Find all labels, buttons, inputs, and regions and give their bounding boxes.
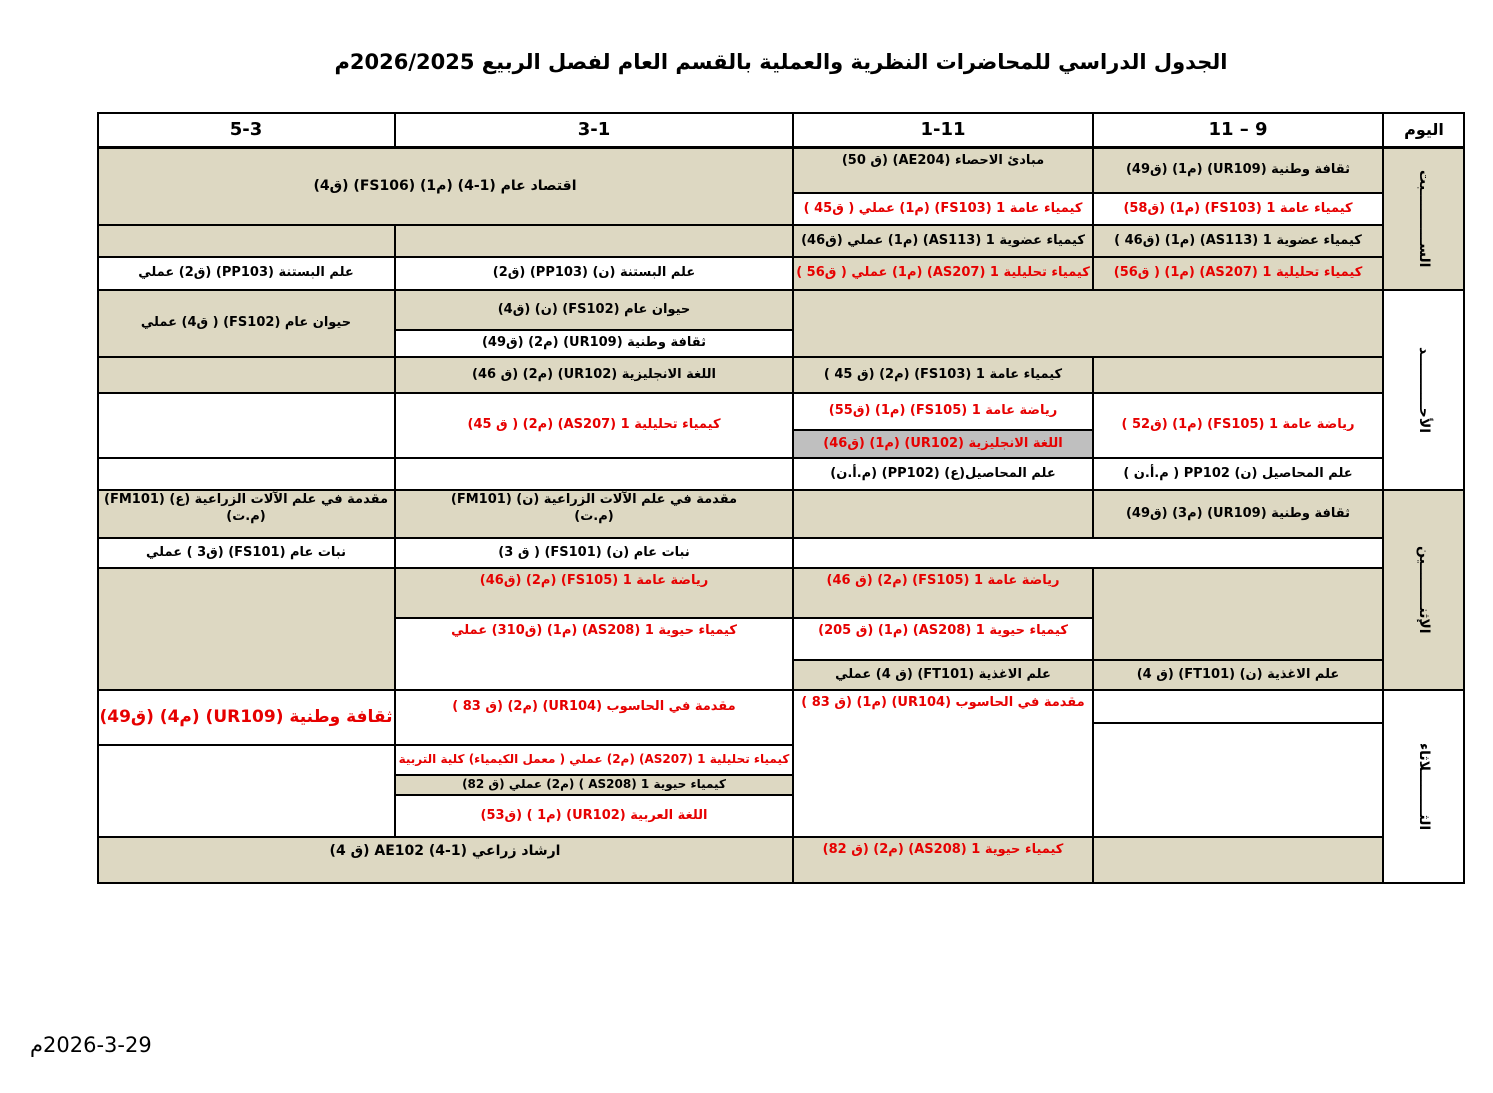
cell-sun-1101-general-chemistry: كيمياء عامة 1 (FS103) (م2) (ق 45 ) [793,357,1093,393]
agri-machinery-practical-line1: مقدمة في علم الآلات الزراعية (ع) (FM101) [104,492,388,507]
cell-sat-0305-horticulture-lab: علم البستنة (PP103) (ق2) عملي [97,257,395,290]
header-day-column: اليوم [1383,112,1465,148]
agri-machinery-line2: (م.ت) [574,508,614,524]
cell-mon-1101-biochemistry: كيمياء حيوية 1 (AS208) (م1) (ق 205) [793,618,1093,660]
cell-tue-0911-empty-2 [1093,723,1383,837]
cell-tue-0103-biochemistry-lab: كيمياء حيوية 1 (AS208 ) (م2) عملي (ق 82) [395,775,793,795]
cell-sun-0305-empty-3 [97,458,395,490]
cell-tue-0103-analytical-chemistry-lab: كيمياء تحليلية 1 (AS207) (م2) عملي ( معمل الكيمياء) كلية التربية [395,745,793,775]
cell-mon-0103-general-botany: نبات عام (ن) (FS101) ( ق 3) [395,538,793,568]
cell-sun-0103-empty [395,458,793,490]
cell-sat-1101-analytical-chemistry-lab: كيمياء تحليلية 1 (AS207) (م1) عملي ( ق56 ) [793,257,1093,290]
cell-sun-0911-empty [1093,357,1383,393]
cell-sat-0103-horticulture: علم البستنة (ن) (PP103) (ق2) [395,257,793,290]
day-label-tuesday-text: الثـــــــــلاثاء [1416,743,1433,831]
day-label-tuesday [1383,690,1465,884]
cell-mon-0103-general-math: رياضة عامة 1 (FS105) (م2) (ق46) [395,568,793,618]
cell-sat-merged-general-economics: اقتصاد عام (1-4) (م1) (FS106) (ق4) [97,148,793,225]
header-slot-9-11: 11 – 9 [1093,112,1383,148]
page-title: الجدول الدراسي للمحاضرات النظرية والعملية بالقسم العام لفصل الربيع 2026/2025م [334,50,1228,74]
cell-sun-1101-crop-science-lab: علم المحاصيل(ع) (PP102) (م.أ.ن) [793,458,1093,490]
cell-sun-0103-national-culture: ثقافة وطنية (UR109) (م2) (ق49) [395,330,793,357]
cell-sat-0911-analytical-chemistry: كيمياء تحليلية 1 (AS207) (م1) ( ق56) [1093,257,1383,290]
cell-mon-0911-empty [1093,568,1383,660]
cell-mon-0305-general-botany-lab: نبات عام (FS101) (ق3 ) عملي [97,538,395,568]
cell-mon-1101-general-math: رياضة عامة 1 (FS105) (م2) (ق 46) [793,568,1093,618]
day-label-monday [1383,490,1465,690]
footer-date [30,1033,152,1057]
cell-tue-0103-arabic-language: اللغة العربية (UR102) (م1 ) (ق53) [395,795,793,837]
header-slot-11-1: 1-11 [793,112,1093,148]
cell-sat-0103-empty [395,225,793,257]
cell-sun-0305-general-zoology-lab: حيوان عام (FS102) ( ق4) عملي [97,290,395,357]
cell-tue-merged-agricultural-extension: ارشاد زراعي (1-4) AE102 (ق 4) [97,837,793,884]
day-label-monday-text: الإثنـــــــــين [1416,546,1433,634]
cell-mon-1101-empty [793,490,1093,538]
cell-tue-0911-empty-3 [1093,837,1383,884]
day-label-sunday-text: الأحـــــــــــد [1416,346,1433,434]
header-slot-3-5: 5-3 [97,112,395,148]
cell-sat-1101-general-chemistry-lab: كيمياء عامة 1 (FS103) (م1) عملي ( ق45 ) [793,193,1093,225]
cell-tue-0103-intro-computing: مقدمة في الحاسوب (UR104) (م2) (ق 83 ) [395,690,793,745]
cell-mon-0911-food-science: علم الاغذية (ن) (FT101) (ق 4) [1093,660,1383,690]
footer-date-era-mark: م [30,1033,44,1057]
cell-mon-0103-agri-machinery [395,490,793,538]
cell-mon-merged-empty [793,538,1383,568]
cell-sun-merged-empty [793,290,1383,357]
header-slot-1-3: 3-1 [395,112,793,148]
cell-mon-1101-food-science-lab: علم الاغذية (FT101) (ق 4) عملي [793,660,1093,690]
cell-sun-1101-english-language: اللغة الانجليزية (UR102) (م1) (ق46) [793,430,1093,458]
cell-sun-0305-empty-1 [97,357,395,393]
agri-machinery-line1: مقدمة في علم الآلات الزراعية (ن) (FM101) [450,492,738,507]
cell-tue-0911-empty-1 [1093,690,1383,723]
cell-sun-0103-english-language: اللغة الانجليزية (UR102) (م2) (ق 46) [395,357,793,393]
cell-tue-0305-national-culture: ثقافة وطنية (UR109) (م4) (ق49) [97,690,395,745]
cell-sat-1101-organic-chemistry-lab: كيمياء عضوية 1 (AS113) (م1) عملي (ق46) [793,225,1093,257]
footer-date-number: 2026-3-29 [43,1033,152,1057]
cell-mon-0911-national-culture: ثقافة وطنية (UR109) (م3) (ق49) [1093,490,1383,538]
cell-sat-0305-empty [97,225,395,257]
cell-sat-0911-national-culture: ثقافة وطنية (UR109) (م1) (ق49) [1093,148,1383,193]
day-label-saturday [1383,148,1465,290]
cell-tue-0305-empty [97,745,395,837]
cell-sun-1101-general-math: رياضة عامة 1 (FS105) (م1) (ق55) [793,393,1093,430]
cell-sat-0911-general-chemistry: كيمياء عامة 1 (FS103) (م1) (ق58) [1093,193,1383,225]
cell-tue-1101-intro-computing: مقدمة في الحاسوب (UR104) (م1) (ق 83 ) [793,690,1093,837]
day-label-sunday [1383,290,1465,490]
cell-sun-0305-empty-2 [97,393,395,458]
day-label-saturday-text: الســـــــــــبت [1416,170,1433,268]
cell-mon-0305-empty [97,568,395,690]
cell-mon-0103-biochemistry-lab: كيمياء حيوية 1 (AS208) (م1) (ق310) عملي [395,618,793,690]
cell-mon-0305-agri-machinery-practical [97,490,395,538]
cell-sun-0911-crop-science: علم المحاصيل (ن) PP102 ( م.أ.ن ) [1093,458,1383,490]
cell-sun-0103-general-zoology: حيوان عام (FS102) (ن) (ق4) [395,290,793,330]
cell-sat-1101-statistics: مبادئ الاحصاء (AE204) (ق 50) [793,148,1093,193]
agri-machinery-practical-line2: (م.ت) [226,508,266,524]
cell-sat-0911-organic-chemistry: كيمياء عضوية 1 (AS113) (م1) (ق46 ) [1093,225,1383,257]
cell-tue-1101-biochemistry: كيمياء حيوية 1 (AS208) (م2) (ق 82) [793,837,1093,884]
cell-sun-0103-analytical-chemistry: كيمياء تحليلية 1 (AS207) (م2) ( ق 45) [395,393,793,458]
cell-sun-0911-general-math: رياضة عامة 1 (FS105) (م1) (ق52 ) [1093,393,1383,458]
